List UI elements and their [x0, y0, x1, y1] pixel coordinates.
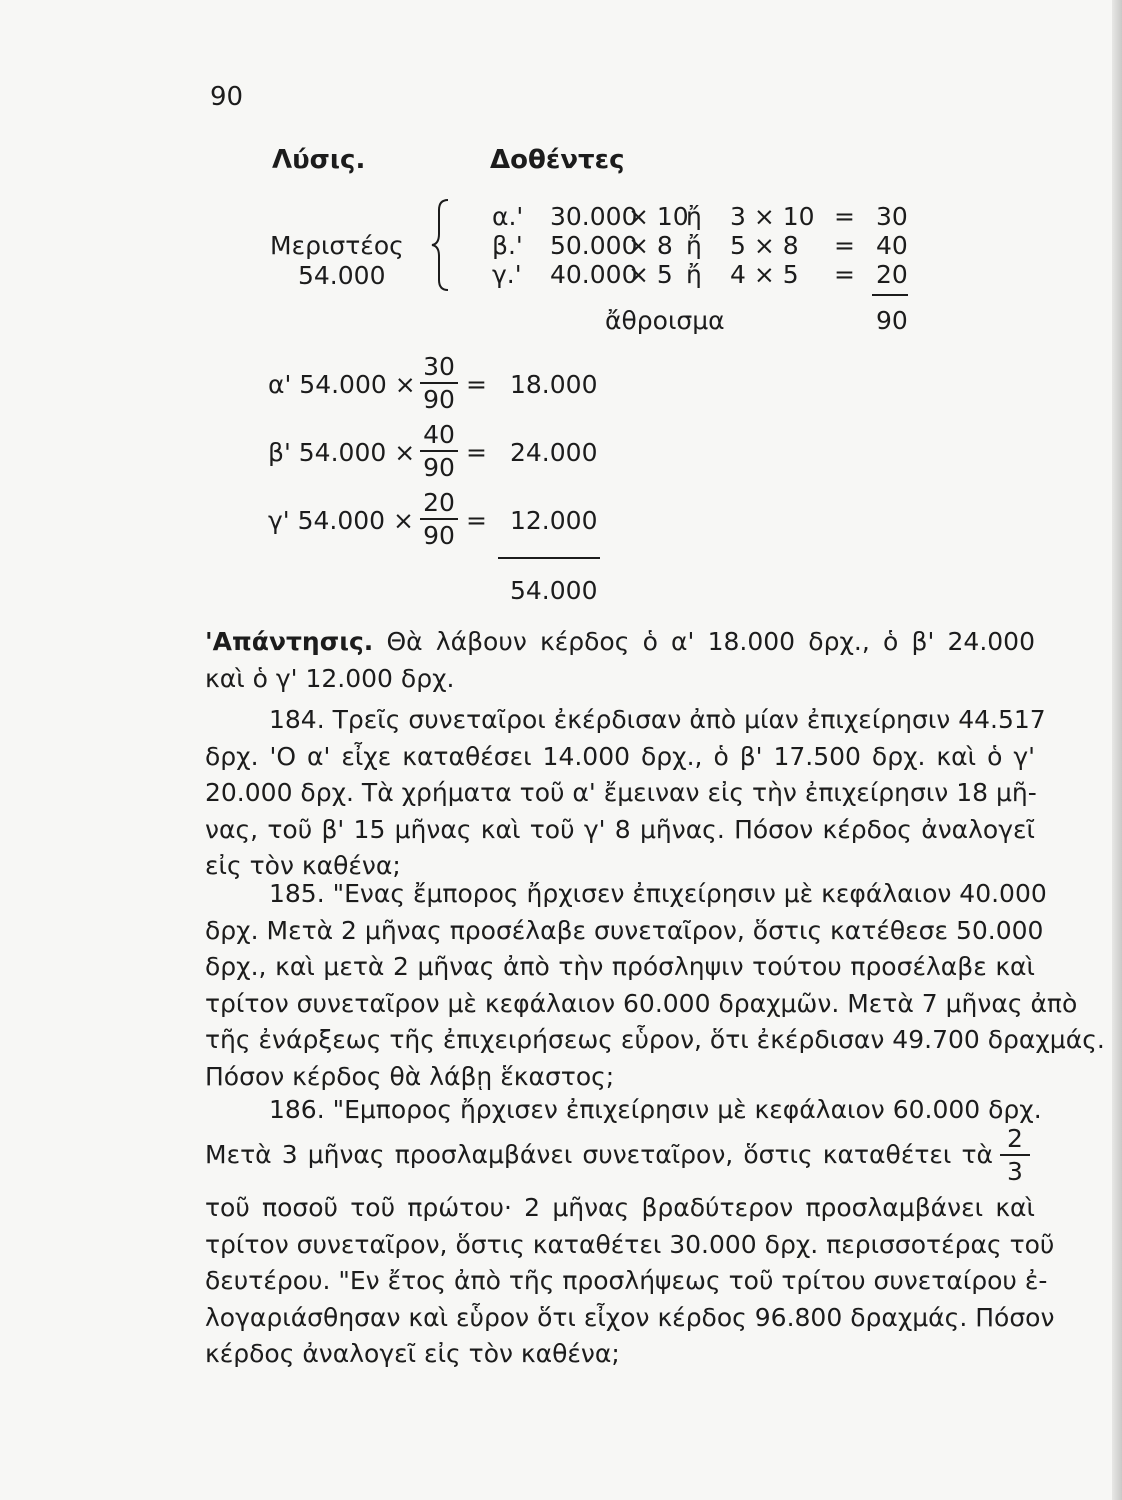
shares-total: 54.000	[510, 576, 598, 605]
problem-fraction	[1000, 1126, 1030, 1184]
page-edge-shadow	[1112, 0, 1122, 1500]
problem-line: λογαριάσθησαν καὶ εὗρον ὅτι εἶχον κέρδος 96.800 δραχμάς. Πόσον	[205, 1302, 1055, 1332]
fraction-numerator: 20	[423, 488, 455, 517]
row-equals: =	[834, 202, 855, 231]
answer-label: 'Απάντησις.	[205, 627, 374, 656]
fraction-numerator: 2	[1007, 1124, 1023, 1153]
givens-heading: Δοθέντες	[490, 145, 625, 175]
problem-line: εἰς τὸν καθένα;	[205, 851, 401, 880]
share-equals: =	[466, 370, 487, 399]
problem-185	[205, 876, 1105, 1095]
problem-line: δρχ. 'Ο α' εἶχε καταθέσει 14.000 δρχ., ὁ β' 17.500 δρχ. καὶ ὁ γ'	[205, 741, 1035, 771]
row-months: × 5	[628, 260, 673, 289]
row-capital: 30.000	[550, 202, 638, 231]
sum-value: 90	[876, 306, 908, 335]
problem-line: 185. "Ενας ἔμπορος ἤρχισεν ἐπιχείρησιν μὲ κεφάλαιον 40.000	[269, 879, 1047, 908]
problem-line: δευτέρου. "Εν ἔτος ἀπὸ τῆς προσλήψεως τοῦ τρίτου συνεταίρου ἐ-	[205, 1266, 1048, 1295]
problem-line: δρχ. Μετὰ 2 μῆνας προσέλαβε συνεταῖρον, ὅστις κατέθεσε 50.000	[205, 915, 1044, 945]
sum-rule	[872, 294, 908, 296]
fraction-denominator: 90	[423, 521, 455, 550]
row-result: 40	[876, 231, 908, 260]
divisible-label: Μεριστέος	[270, 231, 404, 260]
answer-text: Θὰ λάβουν κέρδος ὁ α' 18.000 δρχ., ὁ β' 24.000	[386, 627, 1035, 656]
share-equals: =	[466, 506, 487, 535]
row-equals: =	[834, 260, 855, 289]
row-label: α.'	[492, 202, 524, 231]
problem-line: τοῦ ποσοῦ τοῦ πρώτου· 2 μῆνας βραδύτερον προσλαμβάνει καὶ	[205, 1193, 1035, 1222]
share-label: β' 54.000 ×	[268, 438, 416, 467]
share-label: α' 54.000 ×	[268, 370, 416, 399]
row-reduced: 3 × 10	[730, 202, 815, 231]
fraction-numerator: 30	[423, 352, 455, 381]
problem-line: νας, τοῦ β' 15 μῆνας καὶ τοῦ γ' 8 μῆνας. Πόσον κέρδος ἀναλογεῖ	[205, 814, 1035, 844]
problem-line: Μετὰ 3 μῆνας προσλαμβάνει συνεταῖρον, ὅστις καταθέτει τὰ	[205, 1140, 993, 1169]
answer-line	[205, 624, 1035, 661]
row-or: ἤ	[686, 231, 702, 260]
share-fraction	[420, 490, 458, 548]
answer-line: καὶ ὁ γ' 12.000 δρχ.	[205, 663, 455, 693]
row-months: × 10	[628, 202, 689, 231]
problem-line: τρίτον συνεταῖρον μὲ κεφάλαιον 60.000 δραχμῶν. Μετὰ 7 μῆνας ἀπὸ	[205, 988, 1078, 1018]
share-value: 24.000	[510, 438, 598, 467]
share-value: 18.000	[510, 370, 598, 399]
fraction-denominator: 3	[1007, 1157, 1023, 1186]
share-fraction	[420, 422, 458, 480]
total-rule	[498, 557, 600, 559]
share-value: 12.000	[510, 506, 598, 535]
problem-line: δρχ., καὶ μετὰ 2 μῆνας ἀπὸ τὴν πρόσληψιν τούτου προσέλαβε καὶ	[205, 952, 1035, 981]
row-months: × 8	[628, 231, 673, 260]
problem-186-continued	[205, 1190, 1055, 1373]
row-label: β.'	[492, 231, 523, 260]
row-equals: =	[834, 231, 855, 260]
row-capital: 40.000	[550, 260, 638, 289]
share-equals: =	[466, 438, 487, 467]
curly-brace-icon	[430, 198, 452, 292]
problem-line: 186. "Εμπορος ἤρχισεν ἐπιχείρησιν μὲ κεφάλαιον 60.000 δρχ.	[269, 1095, 1042, 1124]
row-reduced: 4 × 5	[730, 260, 799, 289]
fraction-denominator: 90	[423, 385, 455, 414]
problem-184	[205, 702, 1046, 885]
problem-line: κέρδος ἀναλογεῖ εἰς τὸν καθένα;	[205, 1339, 620, 1368]
row-or: ἤ	[686, 202, 702, 231]
problem-186	[205, 1092, 1042, 1129]
row-result: 20	[876, 260, 908, 289]
row-capital: 50.000	[550, 231, 638, 260]
row-reduced: 5 × 8	[730, 231, 799, 260]
page-number: 90	[210, 82, 244, 112]
share-fraction	[420, 354, 458, 412]
sum-label: ἄθροισμα	[605, 306, 725, 335]
fraction-denominator: 90	[423, 453, 455, 482]
fraction-numerator: 40	[423, 420, 455, 449]
problem-line: τρίτον συνεταῖρον, ὅστις καταθέτει 30.000 δρχ. περισσοτέρας τοῦ	[205, 1229, 1055, 1259]
row-label: γ.'	[492, 260, 522, 289]
share-label: γ' 54.000 ×	[268, 506, 414, 535]
problem-line: 20.000 δρχ. Τὰ χρήματα τοῦ α' ἔμειναν εἰς τὴν ἐπιχείρησιν 18 μῆ-	[205, 778, 1037, 807]
solution-heading: Λύσις.	[272, 145, 366, 175]
answer-paragraph	[205, 624, 1035, 697]
problem-line: Πόσον κέρδος θὰ λάβῃ ἕκαστος;	[205, 1061, 615, 1091]
problem-line: 184. Τρεῖς συνεταῖροι ἐκέρδισαν ἀπὸ μίαν ἐπιχείρησιν 44.517	[269, 705, 1046, 734]
problem-line: τῆς ἐνάρξεως τῆς ἐπιχειρήσεως εὗρον, ὅτι ἐκέρδισαν 49.700 δραχμάς.	[205, 1025, 1105, 1054]
row-or: ἤ	[686, 260, 702, 289]
row-result: 30	[876, 202, 908, 231]
divisible-value: 54.000	[298, 261, 386, 290]
